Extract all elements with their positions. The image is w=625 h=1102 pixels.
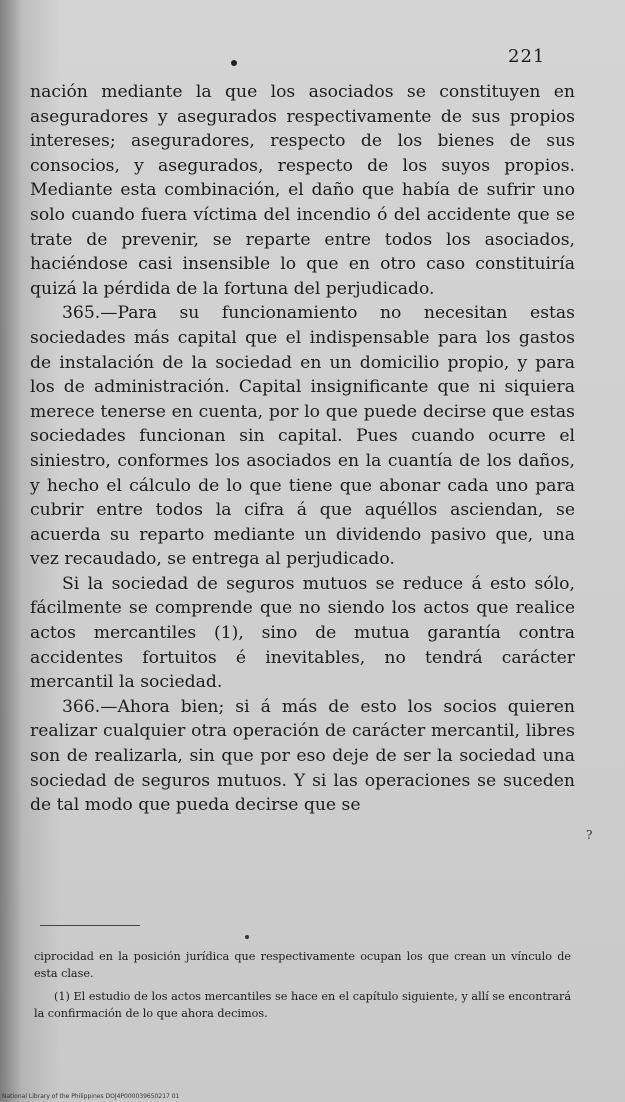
library-stamp: National Library of the Philippines DOJ4P000039650217 01 [2, 1093, 180, 1100]
footnotes [34, 948, 571, 1022]
footnote-divider [40, 925, 140, 926]
paragraph-366: 366.—Ahora bien; si á más de esto los socios quieren realizar cualquier otra operación de carácter mercantil, libres son de realizarla, sin que por eso deje de ser la sociedad una sociedad de seguros mutuos. Y si las operaciones se suceden de tal modo que pueda decirse que se [30, 696, 575, 816]
body-text [30, 80, 575, 818]
margin-mark: ? [586, 828, 593, 842]
paragraph-mutual-insurance: Si la sociedad de seguros mutuos se reduce á esto sólo, fácilmente se comprende que no siendo los actos que realice actos mercantiles (1), sino de mutua garantía contra accidentes fortuitos é inevitables, no tendrá carácter mercantil la sociedad. [30, 573, 575, 693]
footnote-1: (1) El estudio de los actos mercantiles se hace en el capítulo siguiente, y allí se encontrará la confirmación de lo que ahora decimos. [34, 990, 571, 1020]
paragraph-1: nación mediante la que los asociados se constituyen en aseguradores y asegurados respectivamente de sus propios intereses; aseguradores, respecto de los bienes de sus consocios, y asegurados, respecto de los suyos propios. Mediante esta combinación, el daño que había de sufrir uno solo cuando fuera víctima del incendio ó del accidente que se trate de prevenir, se reparte entre todos los asociados, haciéndose casi insensible lo que en otro caso constituiría quizá la pérdida de la fortuna del perjudicado. [30, 82, 575, 299]
ink-dot-footnote [245, 935, 249, 939]
paragraph-365: 365.—Para su funcionamiento no necesitan estas sociedades más capital que el indispensable para los gastos de instalación de la sociedad en un domicilio propio, y para los de administración. Capital insignificante que ni siquiera merece tenerse en cuenta, por lo que puede decirse que estas sociedades funcionan sin capital. Pues cuando ocurre el siniestro, conformes los asociados en la cuantía de los daños, y hecho el cálculo de lo que tiene que abonar cada uno para cubrir entre todos la cifra á que aquéllos asciendan, se acuerda su reparto mediante un dividendo pasivo que, una vez recaudado, se entrega al perjudicado. [30, 303, 575, 570]
page-number: 221 [508, 46, 546, 67]
ink-dot [231, 60, 237, 66]
footnote-continuation: ciprocidad en la posición jurídica que respectivamente ocupan los que crean un vínculo de esta clase. [34, 950, 571, 980]
